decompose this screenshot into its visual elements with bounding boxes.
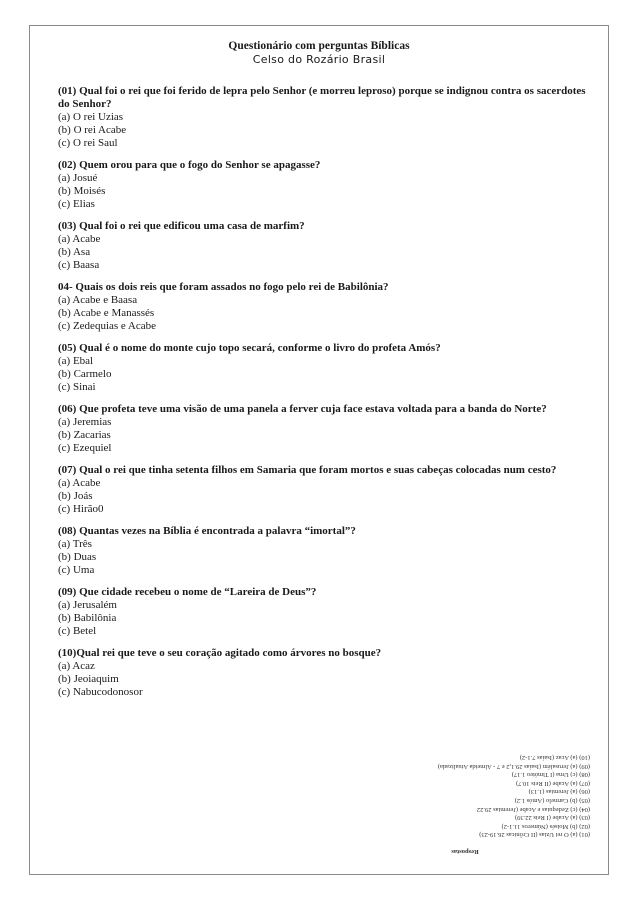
question-block — [58, 403, 588, 455]
answer-option: (c) Ezequiel — [58, 442, 112, 454]
answer-option: (a) Josué — [58, 172, 98, 184]
answer-option: (b) Zacarias — [58, 429, 111, 441]
answer-option: (c) Baasa — [58, 259, 100, 271]
answer-option: (b) Carmelo — [58, 368, 112, 380]
question-block — [58, 281, 588, 333]
question-block — [58, 647, 588, 699]
question-block — [58, 220, 588, 272]
answer-line: (10) (a) Acaz (Isaías 7.1-2) — [519, 754, 590, 762]
answer-option: (a) Três — [58, 538, 92, 550]
answer-option: (a) Acabe — [58, 233, 101, 245]
answer-option: (b) Asa — [58, 246, 91, 258]
questionnaire — [58, 85, 588, 708]
answer-line: (01) (a) O rei Uzias (II Crônicas 26.19-23) — [479, 831, 590, 839]
question-text: (10)Qual rei que teve o seu coração agitado como árvores no bosque? — [58, 647, 382, 659]
answer-line: (07) (a) Acabe (II Reis 10.7) — [516, 779, 590, 787]
answer-option: (b) Moisés — [58, 185, 106, 197]
author-name: Celso do Rozário Brasil — [252, 53, 386, 66]
answer-option: (a) Jeremias — [58, 416, 112, 428]
answer-line: (05) (b) Carmelo (Amós 1.2) — [514, 797, 590, 805]
question-block — [58, 85, 588, 150]
answer-option: (c) Betel — [58, 625, 97, 637]
question-text: 04- Quais os dois reis que foram assados no fogo pelo rei de Babilônia? — [58, 281, 389, 293]
answer-option: (a) O rei Uzias — [58, 111, 124, 123]
question-text: (05) Qual é o nome do monte cujo topo secará, conforme o livro do profeta Amós? — [58, 342, 441, 354]
answer-option: (c) Zedequias e Acabe — [58, 320, 157, 332]
question-block — [58, 342, 588, 394]
answer-option: (b) Jeoiaquim — [58, 673, 119, 685]
answer-option: (b) Joás — [58, 490, 93, 502]
question-text: (07) Qual o rei que tinha setenta filhos em Samaria que foram mortos e suas cabeças colocadas num cesto? — [58, 464, 557, 476]
answer-option: (b) Babilônia — [58, 612, 117, 624]
question-text: (01) Qual foi o rei que foi ferido de lepra pelo Senhor (e morreu leproso) porque se indignou contra os sacerdotes do Senhor? — [58, 85, 586, 110]
question-text: (09) Que cidade recebeu o nome de “Lareira de Deus”? — [58, 586, 317, 598]
document-title: Questionário com perguntas Bíblicas — [228, 40, 410, 52]
answer-option: (c) Hirão0 — [58, 503, 104, 515]
question-block — [58, 525, 588, 577]
answer-line: (09) (a) Jerusalém (Isaías 29.1,2 e 7 - Almeida Atualizada) — [437, 762, 590, 770]
answer-option: (a) Acabe — [58, 477, 101, 489]
answer-option: (c) O rei Saul — [58, 137, 118, 149]
answer-key-title: Respostas — [451, 848, 479, 855]
answer-line: (04) (c) Zedequias e Acabe (Jeremias 29.22 — [476, 805, 590, 813]
answer-option: (c) Uma — [58, 564, 95, 576]
answer-line: (02) (b) Moisés (Números 11.1-2) — [501, 822, 590, 830]
answer-option: (b) Acabe e Manassés — [58, 307, 155, 319]
question-block — [58, 464, 588, 516]
answer-option: (c) Elias — [58, 198, 95, 210]
question-block — [58, 586, 588, 638]
answer-option: (b) O rei Acabe — [58, 124, 127, 136]
answer-option: (b) Duas — [58, 551, 97, 563]
answer-key-upside-down — [340, 754, 590, 855]
answer-option: (a) Acaz — [58, 660, 95, 672]
question-text: (06) Que profeta teve uma visão de uma panela a ferver cuja face estava voltada para a banda do Norte? — [58, 403, 547, 415]
answer-option: (c) Nabucodonosor — [58, 686, 143, 698]
answer-option: (a) Ebal — [58, 355, 94, 367]
answer-option: (a) Acabe e Baasa — [58, 294, 138, 306]
answer-line: (08) (c) Uma (I Timóteo 1.17) — [511, 771, 590, 779]
question-text: (03) Qual foi o rei que edificou uma casa de marfim? — [58, 220, 305, 232]
answer-option: (a) Jerusalém — [58, 599, 117, 611]
question-text: (08) Quantas vezes na Bíblia é encontrada a palavra “imortal”? — [58, 525, 356, 537]
question-block — [58, 159, 588, 211]
answer-line: (03) (a) Acabe (I Reis 22.39) — [514, 814, 590, 822]
answer-line: (06) (a) Jeremias (1.13) — [528, 788, 590, 796]
answer-option: (c) Sinai — [58, 381, 96, 393]
question-text: (02) Quem orou para que o fogo do Senhor se apagasse? — [58, 159, 321, 171]
